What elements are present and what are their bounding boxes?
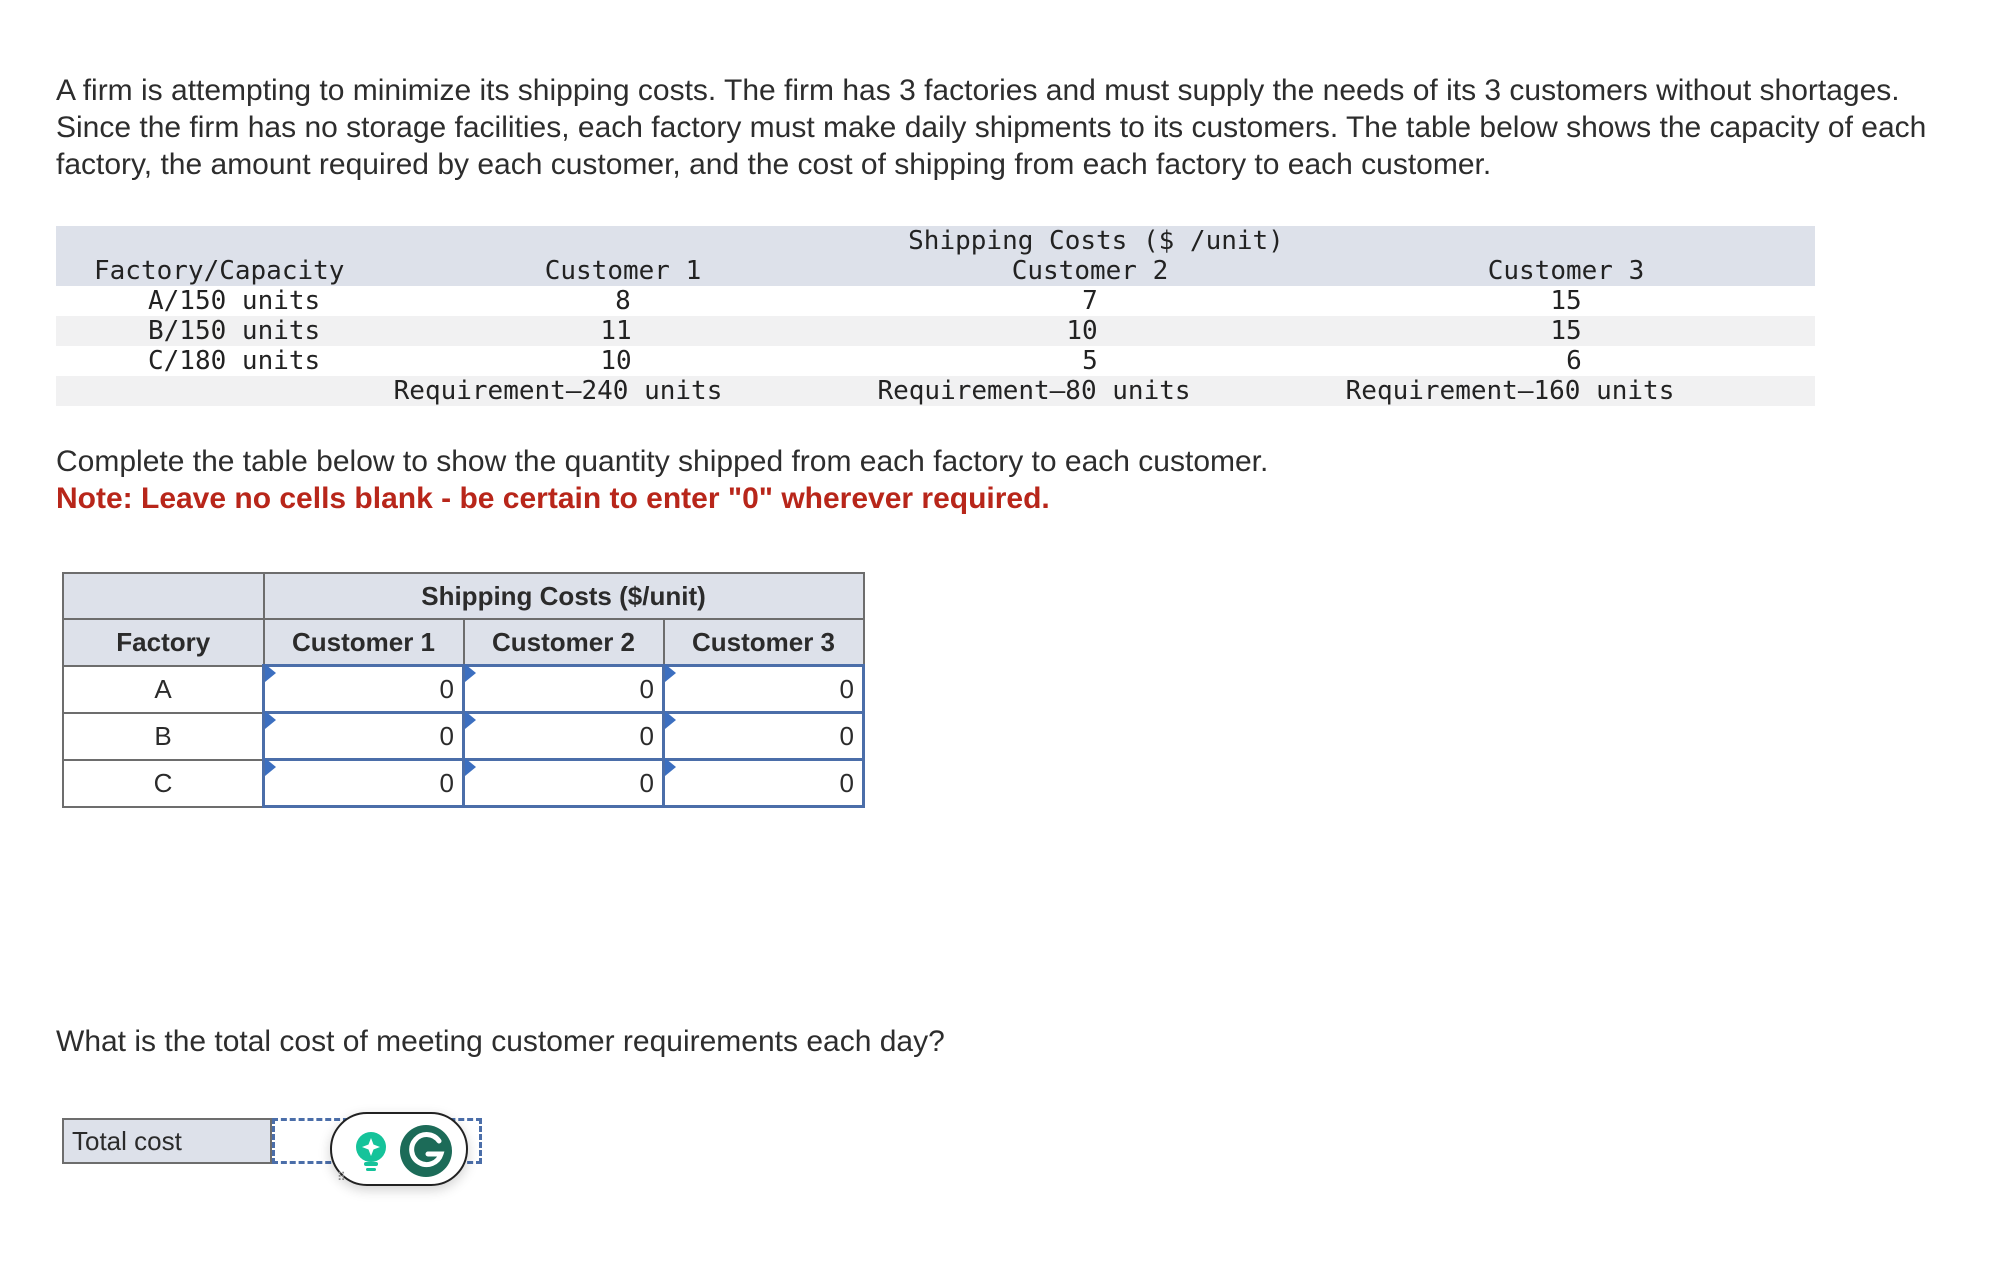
input-marker-icon: [665, 711, 676, 729]
given-cost: 15: [1550, 286, 1582, 316]
quantity-input[interactable]: [464, 713, 664, 760]
input-marker-icon: [265, 664, 276, 682]
drag-handle-icon[interactable]: ⠿: [337, 1170, 345, 1184]
quantity-input[interactable]: [264, 666, 464, 713]
quantity-input[interactable]: [664, 666, 864, 713]
answer-corner-cell: [63, 573, 264, 619]
given-row-label: C/180 units: [148, 346, 321, 376]
given-requirement-3: Requirement—160 units: [1345, 376, 1675, 406]
given-cost: 7: [1082, 286, 1098, 316]
problem-intro: A firm is attempting to minimize its shipping costs. The firm has 3 factories and must supply the needs of its 3 customers without shortages. Since the firm has no storage facilities, each factory must make daily shipments to its customers. The table below shows the capacity of each factory, the amount required by each customer, and the cost of shipping from each factory to each customer.: [56, 74, 1927, 181]
grammarly-widget-graphic: [332, 1114, 470, 1188]
input-marker-icon: [465, 664, 476, 682]
quantity-input[interactable]: [464, 666, 664, 713]
quantity-value: 0: [439, 673, 454, 704]
quantity-value: 0: [839, 720, 854, 751]
given-cost: 10: [1066, 316, 1098, 346]
given-cost: 8: [615, 286, 631, 316]
quantity-value: 0: [639, 720, 654, 751]
input-marker-icon: [265, 711, 276, 729]
factory-label: B: [63, 713, 264, 760]
given-row-header: Factory/Capacity: [94, 256, 345, 286]
given-cost: 6: [1566, 346, 1582, 376]
quantity-value: 0: [439, 767, 454, 798]
given-customer-3: Customer 3: [1487, 256, 1645, 286]
factory-header: Factory: [63, 619, 264, 666]
quantity-value: 0: [839, 767, 854, 798]
quantity-value: 0: [439, 720, 454, 751]
given-requirement-2: Requirement—80 units: [877, 376, 1191, 406]
answer-group-header: Shipping Costs ($/unit): [264, 573, 864, 619]
given-cost: 10: [600, 346, 632, 376]
factory-label: A: [63, 666, 264, 713]
input-marker-icon: [665, 758, 676, 776]
given-customer-2: Customer 2: [1011, 256, 1169, 286]
input-marker-icon: [465, 711, 476, 729]
total-cost-label: Total cost: [62, 1118, 272, 1164]
grammarly-icon: [400, 1125, 452, 1177]
quantity-value: 0: [839, 673, 854, 704]
given-group-header: Shipping Costs ($ /unit): [908, 226, 1284, 256]
quantity-input[interactable]: [664, 713, 864, 760]
input-marker-icon: [665, 664, 676, 682]
quantity-input[interactable]: [264, 713, 464, 760]
answer-customer-3: Customer 3: [664, 619, 864, 666]
answer-table: [62, 572, 865, 808]
grammarly-widget[interactable]: [330, 1112, 468, 1186]
quantity-input[interactable]: [464, 760, 664, 807]
instruction-text: Complete the table below to show the quantity shipped from each factory to each customer.: [56, 445, 1269, 478]
given-cost: 15: [1550, 316, 1582, 346]
input-marker-icon: [265, 758, 276, 776]
total-cost-question: What is the total cost of meeting customer requirements each day?: [56, 1025, 945, 1058]
given-cost: 5: [1082, 346, 1098, 376]
quantity-input[interactable]: [664, 760, 864, 807]
input-marker-icon: [465, 758, 476, 776]
given-customer-1: Customer 1: [544, 256, 702, 286]
quantity-value: 0: [639, 767, 654, 798]
answer-customer-1: Customer 1: [264, 619, 464, 666]
given-row-label: B/150 units: [148, 316, 321, 346]
note-text: Note: Leave no cells blank - be certain to enter "0" wherever required.: [56, 482, 1050, 515]
quantity-value: 0: [639, 673, 654, 704]
answer-customer-2: Customer 2: [464, 619, 664, 666]
factory-label: C: [63, 760, 264, 807]
quantity-input[interactable]: [264, 760, 464, 807]
given-cost: 11: [600, 316, 632, 346]
given-row-label: A/150 units: [148, 286, 321, 316]
lightbulb-icon: [356, 1132, 386, 1171]
given-requirement-1: Requirement—240 units: [393, 376, 723, 406]
